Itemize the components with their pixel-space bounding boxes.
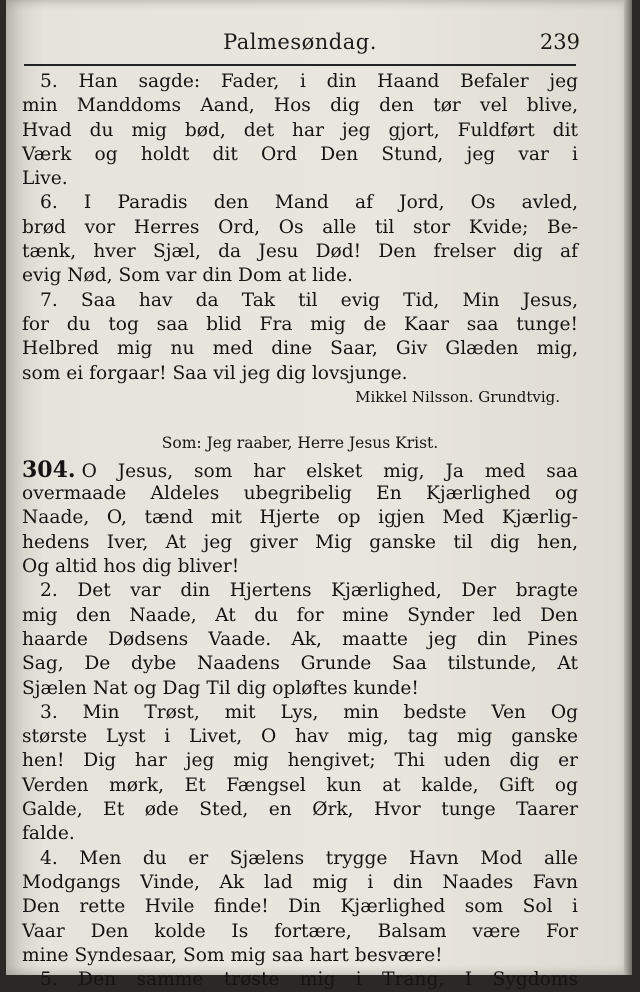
text-line: 2. Det var din Hjertens Kjærlighed, Der bragte (40, 580, 578, 602)
text-line: 5. Han sagde: Fader, i din Haand Befaler jeg (40, 71, 578, 92)
text-line: 6. I Paradis den Mand af Jord, Os avled, (40, 192, 578, 214)
running-header (20, 30, 580, 64)
hymn-304-verses (22, 482, 578, 992)
text-line: min Manddoms Aand, Hos dig den tør vel blive, (22, 95, 578, 117)
text-line: Sag, De dybe Naadens Grunde Saa tilstunde, At (22, 653, 578, 675)
section-spacer (22, 412, 578, 430)
text-line: overmaade Aldeles ubegribelig En Kjærlighed og (22, 483, 578, 505)
hymn-first-line (22, 458, 578, 482)
header-rule (24, 64, 576, 66)
text-line: Naade, O, tænd mit Hjerte op igjen Med Kjærlig- (22, 507, 578, 529)
text-line: brød vor Herres Ord, Os alle til stor Kvide; Be- (22, 216, 578, 238)
page-number: 239 (539, 30, 580, 54)
text-line: Sjælen Nat og Dag Til dig opløftes kunde! (22, 677, 419, 699)
previous-hymn-verses (22, 70, 578, 386)
hymn-attribution: Mikkel Nilsson. Grundtvig. (355, 387, 560, 406)
text-line: Galde, Et øde Sted, en Ørk, Hvor tunge Taarer (22, 799, 578, 821)
text-line: mig den Naade, At du for mine Synder led Den (22, 604, 578, 626)
text-line: Vaar Den kolde Is fortære, Balsam være For (22, 920, 578, 942)
text-line: Og altid hos dig bliver! (22, 556, 240, 578)
text-line: for du tog saa blid Fra mig de Kaar saa tunge! (22, 313, 578, 335)
text-line: 7. Saa hav da Tak til evig Tid, Min Jesus, (40, 289, 578, 311)
text-line: haarde Dødsens Vaade. Ak, maatte jeg din Pines (22, 628, 578, 650)
text-line: 5. Den samme trøste mig i Trang, I Sygdoms (40, 969, 578, 991)
text-line: Live. (22, 168, 68, 190)
text-line: 4. Men du er Sjælens trygge Havn Mod alle (40, 847, 578, 869)
text-line: hedens Iver, At jeg giver Mig ganske til dig hen, (22, 531, 578, 553)
text-line: mine Syndesaar, Som mig saa hart besvære! (22, 944, 443, 966)
text-line: Hvad du mig bød, det har jeg gjort, Fuldført dit (22, 119, 578, 141)
text-line: Verden mørk, Et Fængsel kun at kalde, Gift og (22, 774, 578, 796)
text-line: 3. Min Trøst, mit Lys, min bedste Ven Og (40, 701, 578, 723)
text-line: evig Nød, Som var din Dom at lide. (22, 265, 353, 287)
page-edge (624, 0, 632, 975)
hymn-number: 304. (22, 456, 76, 483)
hymn-text-body (22, 70, 578, 992)
hymn-first-line-text: O Jesus, som har elsket mig, Ja med saa (81, 460, 578, 482)
text-line: falde. (22, 823, 75, 845)
text-line: Værk og holdt dit Ord Den Stund, jeg var i (22, 143, 578, 165)
text-line: tænk, hver Sjæl, da Jesu Død! Den frelser dig af (22, 241, 578, 263)
text-line: Modgangs Vinde, Ak lad mig i din Naades Favn (22, 871, 578, 893)
text-line: Helbred mig nu med dine Saar, Giv Glæden mig, (22, 338, 578, 360)
book-page (6, 0, 632, 991)
text-line: Den rette Hvile finde! Din Kjærlighed som Sol i (22, 896, 578, 918)
melody-reference: Som: Jeg raaber, Herre Jesus Krist. (161, 433, 439, 452)
text-line: hen! Dig har jeg mig hengivet; Thi uden dig er (22, 750, 578, 772)
page-title: Palmesøndag. (223, 30, 377, 54)
text-line: største Lyst i Livet, O hav mig, tag mig ganske (22, 726, 578, 748)
text-line: som ei forgaar! Saa vil jeg dig lovsjunge. (22, 362, 408, 384)
